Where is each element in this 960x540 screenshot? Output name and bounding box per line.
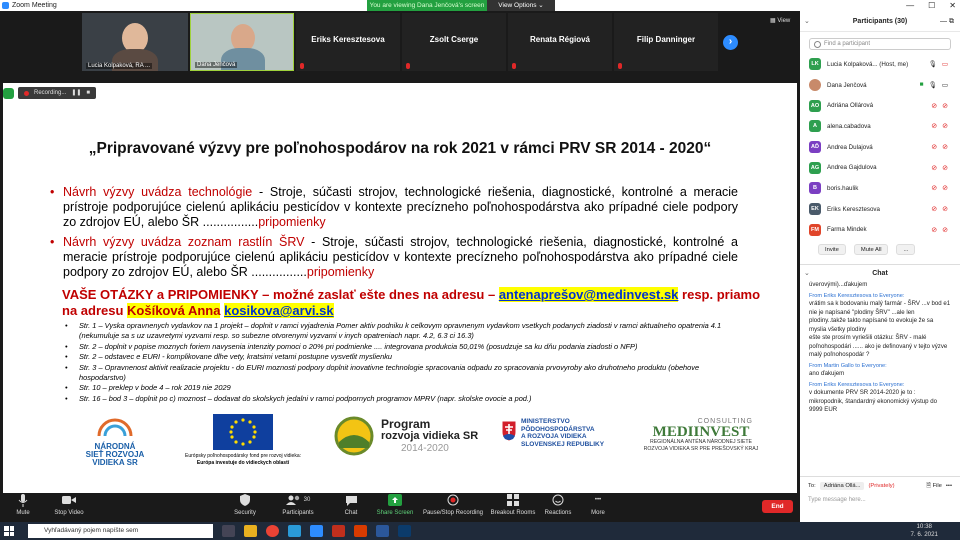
chat-messages [800, 281, 960, 415]
more-icon: ••• [594, 497, 602, 503]
chat-message: úverovými)...ďakujem [809, 281, 868, 289]
muted-mic-icon [512, 63, 516, 69]
p1-text: - Stroje, súčasti strojov, technologické riešenia, diagnostické, kontrolné a meracie prístroje podporujúce cielenú aplikáciu pesticídov v kontexte precízneho poľnohospodárstva ako prípadné ciele podpory zo zdrojov EÚ, alebo ŠR ................ [63, 185, 739, 229]
tile-name: Zsolt Cserge [429, 35, 479, 44]
chat-message: ešte ste prosím vyriešili otázku: ŠRV - malé poľnohospodári ...... ako je definovaný v tejto výzve malý poľnohospodár ? [809, 334, 948, 359]
file-button[interactable] [926, 481, 942, 491]
share-status-icon: ■ [919, 81, 924, 89]
zoom-app-icon[interactable] [310, 525, 323, 537]
p2-text: - Stroje, súčasti strojov, technologické riešenia, diagnostické, kontrolné a meracie prístroje podporujúce cielenú aplikáciu pesticídov v kontexte precízneho poľnohospodárstva ako prípadné ciele podpory zo zdrojov EÚ, alebo ŠR ................ [63, 235, 738, 279]
chrome-icon[interactable] [266, 525, 279, 537]
muted-mic-icon[interactable]: ⊘ [931, 144, 938, 152]
mic-icon[interactable]: 🎙 [928, 82, 937, 90]
recording-indicator [18, 87, 96, 99]
list-item [65, 363, 745, 384]
chat-compose [800, 476, 960, 522]
security-shield-icon [3, 88, 14, 99]
pause-recording-icon[interactable]: ❚❚ [71, 90, 82, 96]
ministry-line-1: MINISTERSTVO [521, 418, 570, 425]
tile-name: Lucia Kolpaková, RA ... [88, 63, 151, 69]
chat-message-input[interactable]: Type message here... [808, 497, 866, 503]
security-button[interactable] [220, 493, 270, 516]
bullet-icon: • [50, 185, 55, 199]
window-controls [906, 0, 956, 11]
logos-row [3, 414, 797, 474]
p2-lead: Návrh výzvy uvádza zoznam rastlín ŠRV [63, 235, 305, 249]
muted-mic-icon[interactable]: ⊘ [931, 102, 938, 110]
control-label: Chat [344, 510, 358, 516]
prv-emblem-icon [333, 416, 375, 456]
outlook-icon[interactable] [398, 525, 411, 537]
recording-bar [3, 87, 96, 99]
contact-name: Košíková Anna [127, 303, 221, 318]
zoom-logo-icon [2, 2, 9, 9]
tile-name: Dana Jenčová [197, 62, 236, 68]
control-label: Breakout Rooms [490, 510, 536, 516]
list-item [65, 352, 745, 362]
file-label: File [932, 483, 942, 489]
participant-status [931, 102, 948, 110]
chat-message: ano ďakujem [809, 370, 845, 378]
muted-mic-icon[interactable]: ⊘ [931, 206, 938, 214]
p1-end: pripomienky [258, 215, 326, 229]
viewing-screen-label: You are viewing Dana Jenčová's screen [367, 0, 487, 11]
shield-icon [220, 493, 270, 507]
word-icon[interactable] [376, 525, 389, 537]
participant-row[interactable] [800, 178, 960, 199]
avatar: B [809, 182, 821, 194]
shared-slide [3, 83, 797, 503]
nsrv-arc-icon [95, 416, 135, 438]
slovak-coat-icon [501, 420, 517, 442]
minimize-button[interactable]: — [906, 1, 915, 10]
control-label: Reactions [544, 510, 572, 516]
video-off-icon[interactable]: ⊘ [942, 123, 948, 131]
participant-name: Dana Jenčová [827, 81, 867, 89]
video-tile-eriks[interactable] [296, 13, 400, 71]
list-item [65, 342, 745, 352]
participants-list [800, 54, 960, 240]
video-tile-lucia[interactable] [82, 13, 188, 71]
edge-icon[interactable] [288, 525, 301, 537]
prv-line-2: rozvoja vidieka SR [381, 430, 479, 442]
stop-recording-icon[interactable]: ■ [86, 90, 91, 96]
control-label: Share Screen [376, 510, 414, 516]
recipient-select[interactable]: Adriána Ollá... [820, 482, 865, 490]
clock-date: 7. 6. 2021 [910, 531, 938, 538]
panel-popout-icon[interactable]: — ⧉ [940, 18, 954, 25]
chat-message: v dokumente PRV SR 2014-2020 je to : mikropodnik, štandardný ekonomický výstup do 9999 EUR [809, 389, 938, 414]
video-tile-renata[interactable] [508, 13, 612, 71]
control-label: Stop Video [54, 510, 84, 516]
participant-status [931, 205, 948, 213]
participant-row[interactable] [800, 157, 960, 178]
ministry-line-3: A ROZVOJA VIDIEKA [521, 433, 587, 440]
video-off-icon[interactable]: ⊘ [942, 144, 948, 152]
mediinvest-logo [631, 418, 771, 452]
windows-start-icon[interactable] [4, 526, 14, 536]
note-text: Str. 3 – Opravnenost aktivit realizacie projektu - do EURI moznosti podpory doplnit inovativne technologie spracovania odpadu zo spracovania prvovyroby ako druhotneho produktu (obehove hospodarstvo) [79, 362, 700, 383]
participant-status [931, 122, 948, 130]
email-link-1[interactable]: antenaprešov@medinvest.sk [498, 287, 679, 302]
end-meeting-button[interactable]: End [762, 500, 793, 513]
task-view-icon[interactable] [222, 525, 235, 537]
list-item [65, 383, 745, 393]
mute-button[interactable] [0, 493, 48, 516]
bullet-icon: • [65, 393, 68, 403]
prv-line-3: 2014-2020 [401, 443, 449, 454]
participant-name: Andrea Gajdulova [827, 164, 877, 172]
ministry-line-2: PÔDOHOSPODÁRSTVA [521, 425, 595, 433]
file-icon: 🗎 [926, 483, 931, 489]
tile-name: Eriks Keresztesova [311, 35, 385, 44]
participant-name: boris.haulik [827, 184, 859, 192]
bullet-icon: • [65, 341, 68, 351]
participant-name: Lucia Kolpaková... (Host, me) [827, 60, 909, 68]
participant-search-input[interactable]: Find a participant [809, 38, 951, 50]
participant-status [920, 81, 948, 89]
record-dot-icon [24, 91, 29, 96]
video-off-icon[interactable]: ⊘ [942, 164, 948, 172]
participant-row[interactable] [800, 95, 960, 116]
avatar: AO [809, 100, 821, 112]
control-label: Participants [282, 510, 314, 516]
avatar: FM [809, 224, 821, 236]
ministry-text [521, 418, 604, 448]
participant-status [931, 164, 948, 172]
chat-more-icon[interactable]: ••• [945, 483, 952, 489]
participant-row[interactable] [800, 220, 960, 241]
chat-sender: From Eriks Keresztesova to Everyone: [809, 381, 905, 388]
record-icon [418, 493, 488, 507]
avatar: AG [809, 162, 821, 174]
bullet-icon: • [65, 352, 68, 362]
video-icon [44, 493, 94, 507]
muted-mic-icon [300, 63, 304, 69]
chat-sender: From Eriks Keresztesova to Everyone: [809, 292, 905, 299]
share-screen-button[interactable] [370, 493, 420, 516]
list-item [65, 394, 745, 404]
note-text: Str. 1 – Vyska opravnenych vydavkov na 1 projekt – doplnit v ramci vyjadrenia Pomer aktiv podniku k celkovym opravnenym vydavkom vsetkych podanych ziadosti v ramci aktualneho opatrenia 4.1 (nekumuluje sa s uz uzavretymi vyzvami resp. so subezne otvorenymi vyzvami v inych opatreniach napr. 4.2, 6.3 ci 16.3) [79, 321, 722, 341]
note-text: Str. 2 – doplnit v popise moznych foriem navysenia intenzity pomoci o 20% pri podmienke .... integrovana produkcia 50,01% (posudzuje sa ku dňu podania ziadosti o NFP) [79, 341, 638, 351]
participant-status [931, 226, 948, 234]
taskbar-apps [222, 525, 411, 537]
avatar: A [809, 120, 821, 132]
note-text: Str. 10 – preklep v bode 4 – rok 2019 nie 2029 [79, 383, 231, 393]
more-button[interactable] [573, 493, 623, 516]
control-label: Mute [16, 510, 30, 516]
mic-icon [0, 493, 48, 507]
tile-name: Filip Danninger [636, 35, 696, 44]
control-label: Pause/Stop Recording [422, 510, 484, 516]
participant-row[interactable] [800, 116, 960, 137]
eu-logo [163, 414, 323, 466]
q-text-2: resp. priamo na adresu [62, 287, 761, 318]
bullet-icon: • [65, 362, 68, 372]
email-link-2[interactable]: kosikova@arvi.sk [224, 303, 334, 318]
taskbar-search-input[interactable]: Vyhľadávaný pojem napíšte sem [28, 524, 213, 538]
mi-line-2: MEDIINVEST [652, 424, 750, 440]
stop-video-button[interactable] [44, 493, 94, 516]
eu-caption-1: Európsky poľnohospodársky fond pre rozvoj vidieka: [185, 453, 301, 459]
view-banner [367, 0, 555, 11]
q-text-1: VAŠE OTÁZKY a PRIPOMIENKY – možné zaslať ešte dnes na adresu – [62, 287, 499, 302]
breakout-rooms-button[interactable] [488, 493, 538, 516]
mute-all-button[interactable]: Mute All [854, 244, 889, 255]
participant-row[interactable] [800, 137, 960, 158]
participants-icon [273, 493, 323, 507]
muted-mic-icon[interactable]: ⊘ [931, 226, 938, 234]
muted-mic-icon [406, 63, 410, 69]
avatar [809, 79, 821, 91]
slide-title: „Pripravované výzvy pre poľnohospodárov na rok 2021 v rámci PRV SR 2014 - 2020“ [88, 140, 712, 157]
note-text: Str. 16 – bod 3 – doplnit po c) moznost – dodavat do skolskych jedalni v ramci podpornych programov MPRV (napr. skolske ovocie a pod.) [79, 393, 532, 403]
nsrv-line-3: VIDIEKA SR [92, 458, 138, 467]
nsrv-logo [65, 416, 165, 467]
meeting-stage [0, 11, 800, 522]
to-label: To: [808, 483, 816, 489]
control-label: More [591, 510, 605, 516]
muted-mic-icon [618, 63, 622, 69]
bullet-icon: • [50, 235, 55, 249]
acrobat-icon[interactable] [354, 525, 367, 537]
participant-row[interactable] [800, 199, 960, 220]
maximize-button[interactable]: ☐ [928, 1, 936, 10]
bullet-icon: • [65, 383, 68, 393]
eu-caption-2: Európa investuje do vidieckych oblastí [196, 460, 290, 466]
bullet-icon: • [65, 321, 68, 330]
file-explorer-icon[interactable] [244, 525, 257, 537]
slide-paragraph-2 [50, 235, 738, 280]
muted-mic-icon[interactable]: ⊘ [931, 123, 938, 131]
nsrv-line-2: SIEŤ ROZVOJA [85, 450, 145, 459]
ministry-line-4: SLOVENSKEJ REPUBLIKY [521, 440, 605, 448]
tile-name: Renata Régiová [529, 35, 591, 44]
avatar: LK [809, 58, 821, 70]
muted-mic-icon[interactable]: ⊘ [931, 185, 938, 193]
list-item [65, 321, 745, 342]
close-button[interactable]: ✕ [949, 1, 956, 10]
participant-row[interactable] [800, 54, 960, 75]
video-off-icon[interactable]: ⊘ [942, 206, 948, 214]
participant-actions [800, 240, 960, 258]
p2-end: pripomienky [306, 265, 375, 279]
participants-button[interactable] [273, 493, 323, 516]
participant-status [929, 60, 948, 68]
view-options-button[interactable]: View Options ⌄ [487, 0, 555, 11]
panel-collapse-icon[interactable]: ⌄ [804, 18, 810, 25]
participant-row[interactable] [800, 75, 960, 96]
window-title: Zoom Meeting [12, 2, 57, 9]
note-text: Str. 2 – odstavec e EURI - komplikovane dlhe vety, kratsimi vetami postupne vysvetlit myslienku [79, 352, 392, 362]
participant-name: Adriána Ollárová [827, 102, 874, 110]
next-page-button[interactable]: › [723, 35, 738, 50]
recording-label: Recording... [34, 90, 67, 96]
taskbar-clock[interactable] [910, 523, 938, 539]
avatar: EK [809, 203, 821, 215]
pause-stop-recording-button[interactable] [418, 493, 488, 516]
slide-paragraph-1 [50, 185, 739, 230]
chat-sender: From Martin Gallo to Everyone: [809, 362, 887, 369]
powerpoint-icon[interactable] [332, 525, 345, 537]
control-label: Security [234, 510, 256, 516]
video-off-icon[interactable]: ⊘ [942, 226, 948, 234]
mi-line-4: ROZVOJA VIDIEKA SR PRE PREŠOVSKÝ KRAJ [643, 446, 759, 452]
participants-title: Participants (30) [852, 18, 908, 25]
side-panel [800, 11, 960, 522]
os-taskbar [0, 522, 960, 540]
participant-status [931, 143, 948, 151]
invite-button[interactable]: Invite [818, 244, 846, 255]
chat-collapse-icon[interactable]: ⌄ [804, 270, 810, 278]
questions-paragraph [62, 287, 762, 319]
avatar: AĎ [809, 141, 821, 153]
chat-title: Chat [872, 270, 888, 278]
video-tile-zsolt[interactable] [402, 13, 506, 71]
share-icon [370, 493, 420, 507]
eu-flag-icon [213, 414, 273, 450]
participant-name: Andrea Ďulajová [827, 143, 873, 151]
video-icon[interactable]: ▭ [941, 61, 948, 69]
p1-lead: Návrh výzvy uvádza technológie [63, 185, 253, 199]
meeting-controls [0, 493, 800, 522]
participant-count: 30 [303, 497, 311, 503]
video-icon[interactable]: ▭ [941, 82, 948, 90]
mic-icon[interactable]: 🎙 [928, 61, 937, 69]
participant-name: Farma Mindek [827, 226, 867, 234]
video-tile-dana[interactable] [190, 13, 294, 71]
mi-line-3: REGIONÁLNA ANTÉNA NÁRODNEJ SIETE [649, 439, 753, 445]
nsrv-line-1: NÁRODNÁ [94, 442, 136, 451]
notes-list [65, 321, 745, 404]
chat-message: vrátim sa k bodovaniu malý farmár - ŠRV ...v bod e1 nie je napísané "plodiny ŠRV" ...ale len plodiny..takže takto napísané to evokuje že sa myslia všetky plodiny [809, 300, 951, 333]
participants-more-button[interactable]: ... [896, 244, 915, 255]
participant-status [931, 184, 948, 192]
clock-time: 10:38 [916, 523, 932, 530]
view-button[interactable]: ▦ View [770, 18, 791, 24]
video-off-icon[interactable]: ⊘ [942, 102, 948, 110]
chat-header [800, 264, 960, 281]
mi-line-1: CONSULTING [697, 418, 753, 425]
participant-name: alena.cabadova [827, 122, 871, 130]
video-off-icon[interactable]: ⊘ [942, 185, 948, 193]
chat-recipient-row [800, 477, 960, 495]
participant-name: Eriks Keresztesova [827, 205, 880, 213]
view-button-label: View [777, 18, 791, 24]
chat-button[interactable] [326, 493, 376, 516]
participants-header [800, 11, 960, 32]
chat-icon [326, 493, 376, 507]
prv-line-1: Program [381, 417, 431, 431]
private-label: (Privately) [868, 483, 895, 489]
video-tile-filip[interactable] [614, 13, 718, 71]
breakout-icon [488, 493, 538, 507]
muted-mic-icon[interactable]: ⊘ [931, 164, 938, 172]
